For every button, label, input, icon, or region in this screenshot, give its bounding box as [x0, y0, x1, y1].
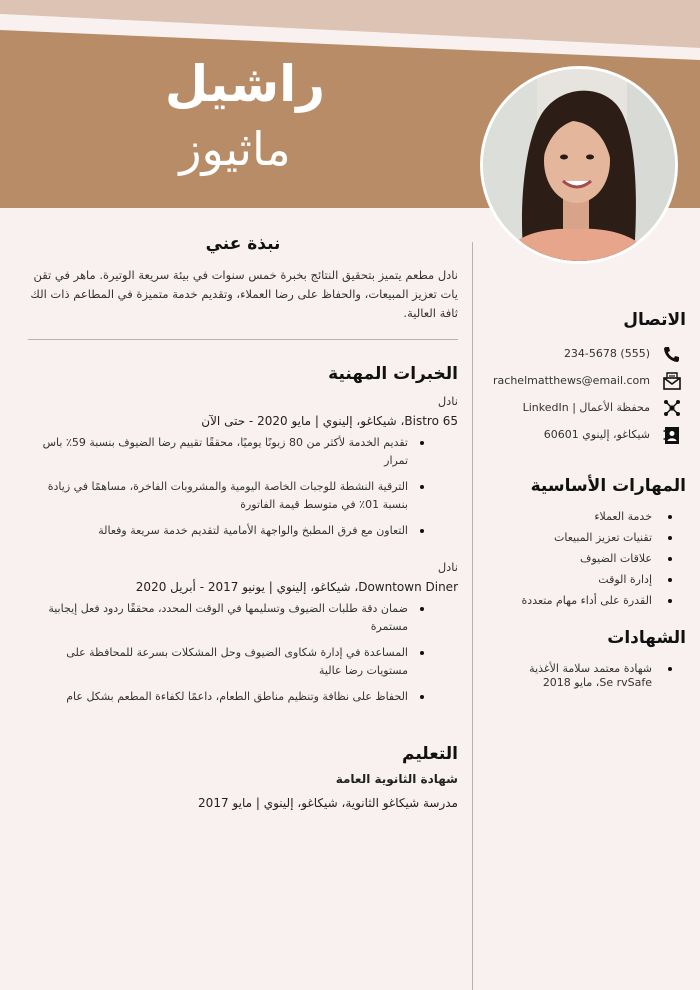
last-name: ماثيوز [179, 122, 291, 176]
contact-portfolio[interactable] [486, 394, 686, 421]
list-item: تقنيات تعزيز المبيعات [486, 531, 652, 545]
profile-photo [480, 66, 678, 264]
column-divider [472, 242, 473, 990]
list-item: إدارة الوقت [486, 573, 652, 587]
phone-number: (555) 234-5678 [563, 347, 650, 360]
job-entry [28, 394, 458, 540]
list-item: ضمان دقة طلبات الضيوف وتسليمها في الوقت المحدد، محققًا ردود فعل إيجابية مستمرة [28, 600, 408, 636]
main-column [28, 230, 458, 810]
contact-list [486, 340, 686, 448]
skills-heading: المهارات الأساسية [530, 476, 686, 496]
network-icon [662, 398, 682, 418]
contact-email[interactable] [486, 367, 686, 394]
first-name: راشيل [164, 55, 326, 113]
job-bullets [28, 600, 458, 706]
education-school: مدرسة شيكاغو الثانوية، شيكاغو، إلينوي | مايو 2017 [198, 796, 458, 810]
job-title: نادل [437, 560, 458, 574]
job-title: نادل [437, 394, 458, 408]
list-item: علاقات الضيوف [486, 552, 652, 566]
contact-phone[interactable] [486, 340, 686, 367]
job-meta: Downtown Diner، شيكاغو، إلينوي | يونيو 2017 - أبريل 2020 [135, 580, 458, 594]
portfolio-link: محفظة الأعمال | LinkedIn [522, 401, 650, 414]
list-item: تقديم الخدمة لأكثر من 80 زبونًا يوميًا، محققًا تقييم رضا الضيوف بنسبة 59٪ باس تمرار [28, 434, 408, 470]
summary-heading: نبذة عني [205, 234, 281, 254]
list-item: خدمة العملاء [486, 510, 652, 524]
list-item: التعاون مع فرق المطبخ والواجهة الأمامية لتقديم خدمة سريعة وفعالة [28, 522, 408, 540]
contact-address [486, 421, 686, 448]
phone-icon [662, 344, 682, 364]
contact-card-icon [662, 425, 682, 445]
list-item: شهادة معتمد سلامة الأغذية Se rvSafe، مايو 2018 [526, 662, 652, 690]
email-icon [662, 371, 682, 391]
certifications-heading: الشهادات [607, 628, 686, 648]
experience-heading: الخبرات المهنية [328, 364, 458, 384]
job-entry [28, 560, 458, 706]
summary-divider [28, 339, 458, 340]
job-meta: Bistro 65، شيكاغو، إلينوي | مايو 2020 - حتى الآن [201, 414, 458, 428]
list-item: الترقية النشطة للوجبات الخاصة اليومية والمشروبات الفاخرة، مساهمًا في زيادة بنسبة 01٪ في متوسط قيمة الفاتورة [28, 478, 408, 514]
skills-list [486, 510, 686, 608]
list-item: المساعدة في إدارة شكاوى الضيوف وحل المشكلات بسرعة للمحافظة على مستويات رضا عالية [28, 644, 408, 680]
contact-heading: الاتصال [623, 310, 686, 330]
certifications-list [526, 662, 686, 690]
list-item: القدرة على أداء مهام متعددة [486, 594, 652, 608]
address-text: شيكاغو، إلينوي 60601 [543, 428, 650, 441]
email-address: rachelmatthews@email.com [493, 374, 650, 387]
sidebar-column [486, 310, 686, 697]
job-bullets [28, 434, 458, 540]
list-item: الحفاظ على نظافة وتنظيم مناطق الطعام، داعمًا لكفاءة المطعم بشكل عام [28, 688, 408, 706]
education-heading: التعليم [402, 744, 458, 764]
summary-text: نادل مطعم يتميز بتحقيق النتائج بخبرة خمس سنوات في بيئة سريعة الوتيرة. ماهر في تقن يات تعزيز المبيعات، والحفاظ على رضا العملاء، وتقديم خدمة متميزة في المطاعم ذات الك ثافة العالية. [30, 268, 458, 320]
education-degree: شهادة الثانوية العامة [335, 772, 458, 786]
